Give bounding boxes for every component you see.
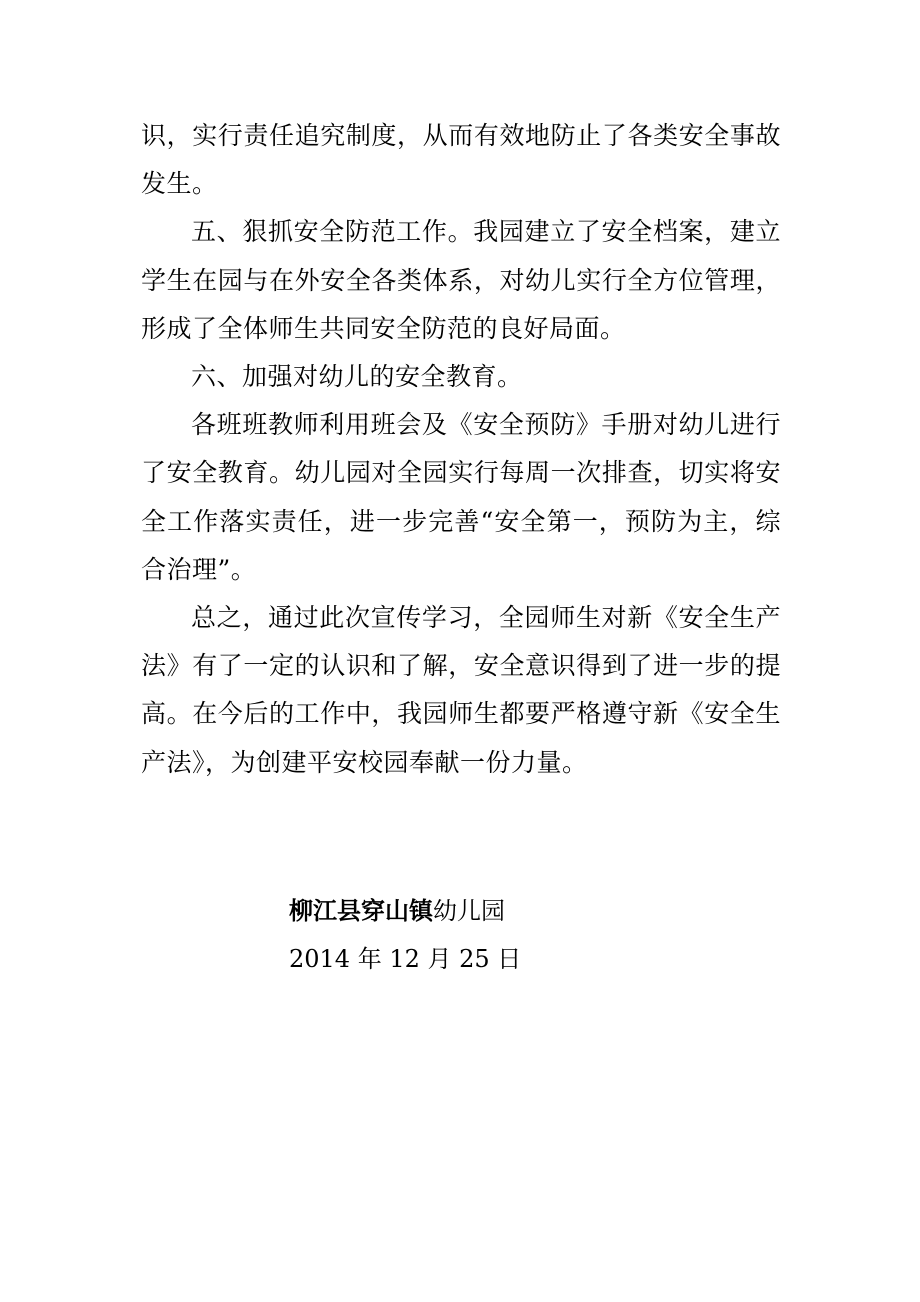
paragraph-conclusion: 总之，通过此次宣传学习，全园师生对新《安全生产法》有了一定的认识和了解，安全意识得到了进一步的提高。在今后的工作中，我园师生都要严格遵守新《安全生产法》，为创建平安校园奉献一份力量。: [141, 603, 781, 777]
paragraph-section-six-heading: 六、加强对幼儿的安全教育。: [191, 362, 523, 392]
signature-org-rest: 幼儿园: [433, 897, 505, 925]
signature-block: [289, 887, 689, 983]
paragraph-safety-education: 各班班教师利用班会及《安全预防》手册对幼儿进行了安全教育。幼儿园对全园实行每周一次排查，切实将安全工作落实责任，进一步完善“安全第一，预防为主，综合治理”。: [141, 410, 781, 584]
signature-date: 2014 年 12 月 25 日: [289, 945, 522, 973]
signature-organization: [289, 887, 689, 935]
paragraph-section-five: 五、狠抓安全防范工作。我园建立了安全档案，建立学生在园与在外安全各类体系，对幼儿实行全方位管理，形成了全体师生共同安全防范的良好局面。: [141, 217, 781, 343]
signature-org-bold: 柳江县穿山镇: [289, 896, 433, 925]
paragraph-continuation: 识，实行责任追究制度，从而有效地防止了各类安全事故发生。: [141, 121, 781, 199]
document-body: [141, 112, 781, 787]
